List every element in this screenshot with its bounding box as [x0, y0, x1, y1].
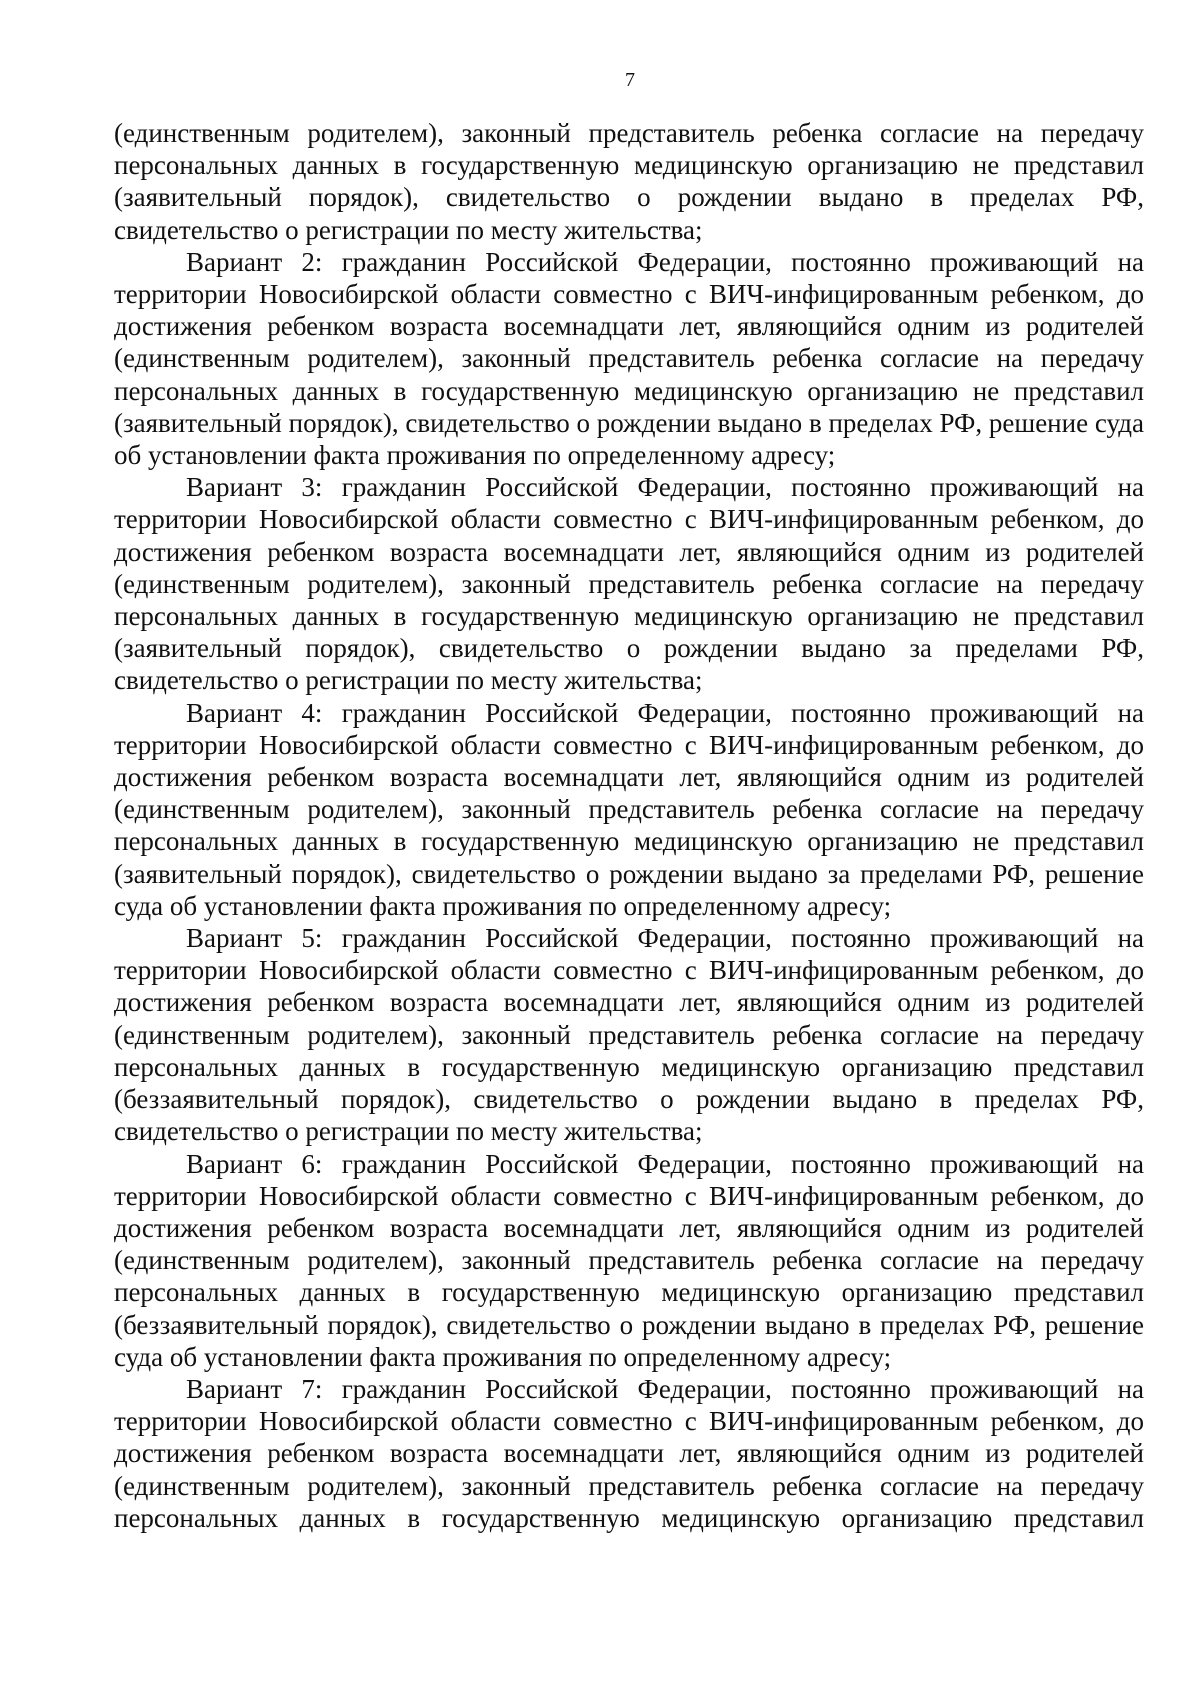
paragraph-variant-4: Вариант 4: гражданин Российской Федерации, постоянно проживающий на территории Новосибирской области совместно с ВИЧ-инфицированным ребенком, до достижения ребенком возраста восемнадцати лет, являющийся одним из родителей (единственным родителем), законный представитель ребенка согласие на передачу персональных данных в государственную медицинскую организацию не представил (заявительный порядок), свидетельство о рождении выдано за пределами РФ, решение суда об установлении факта проживания по определенному адресу; [114, 697, 1144, 921]
paragraph-variant-7: Вариант 7: гражданин Российской Федерации, постоянно проживающий на территории Новосибирской области совместно с ВИЧ-инфицированным ребенком, до достижения ребенком возраста восемнадцати лет, являющийся одним из родителей (единственным родителем), законный представитель ребенка согласие на передачу персональных данных в государственную медицинскую организацию представил [114, 1373, 1144, 1533]
document-body [114, 117, 1144, 1534]
paragraph-variant-6: Вариант 6: гражданин Российской Федерации, постоянно проживающий на территории Новосибирской области совместно с ВИЧ-инфицированным ребенком, до достижения ребенком возраста восемнадцати лет, являющийся одним из родителей (единственным родителем), законный представитель ребенка согласие на передачу персональных данных в государственную медицинскую организацию представил (беззаявительный порядок), свидетельство о рождении выдано в пределах РФ, решение суда об установлении факта проживания по определенному адресу; [114, 1148, 1144, 1372]
page-number: 7 [625, 69, 635, 91]
paragraph-variant-2: Вариант 2: гражданин Российской Федерации, постоянно проживающий на территории Новосибирской области совместно с ВИЧ-инфицированным ребенком, до достижения ребенком возраста восемнадцати лет, являющийся одним из родителей (единственным родителем), законный представитель ребенка согласие на передачу персональных данных в государственную медицинскую организацию не представил (заявительный порядок), свидетельство о рождении выдано в пределах РФ, решение суда об установлении факта проживания по определенному адресу; [114, 246, 1144, 471]
paragraph-variant-5: Вариант 5: гражданин Российской Федерации, постоянно проживающий на территории Новосибирской области совместно с ВИЧ-инфицированным ребенком, до достижения ребенком возраста восемнадцати лет, являющийся одним из родителей (единственным родителем), законный представитель ребенка согласие на передачу персональных данных в государственную медицинскую организацию представил (беззаявительный порядок), свидетельство о рождении выдано в пределах РФ, свидетельство о регистрации по месту жительства; [114, 923, 1144, 1147]
paragraph-continuation: (единственным родителем), законный представитель ребенка согласие на передачу персональных данных в государственную медицинскую организацию не представил (заявительный порядок), свидетельство о рождении выдано в пределах РФ, свидетельство о регистрации по месту жительства; [114, 118, 1144, 245]
paragraph-variant-3: Вариант 3: гражданин Российской Федерации, постоянно проживающий на территории Новосибирской области совместно с ВИЧ-инфицированным ребенком, до достижения ребенком возраста восемнадцати лет, являющийся одним из родителей (единственным родителем), законный представитель ребенка согласие на передачу персональных данных в государственную медицинскую организацию не представил (заявительный порядок), свидетельство о рождении выдано за пределами РФ, свидетельство о регистрации по месту жительства; [114, 472, 1144, 696]
